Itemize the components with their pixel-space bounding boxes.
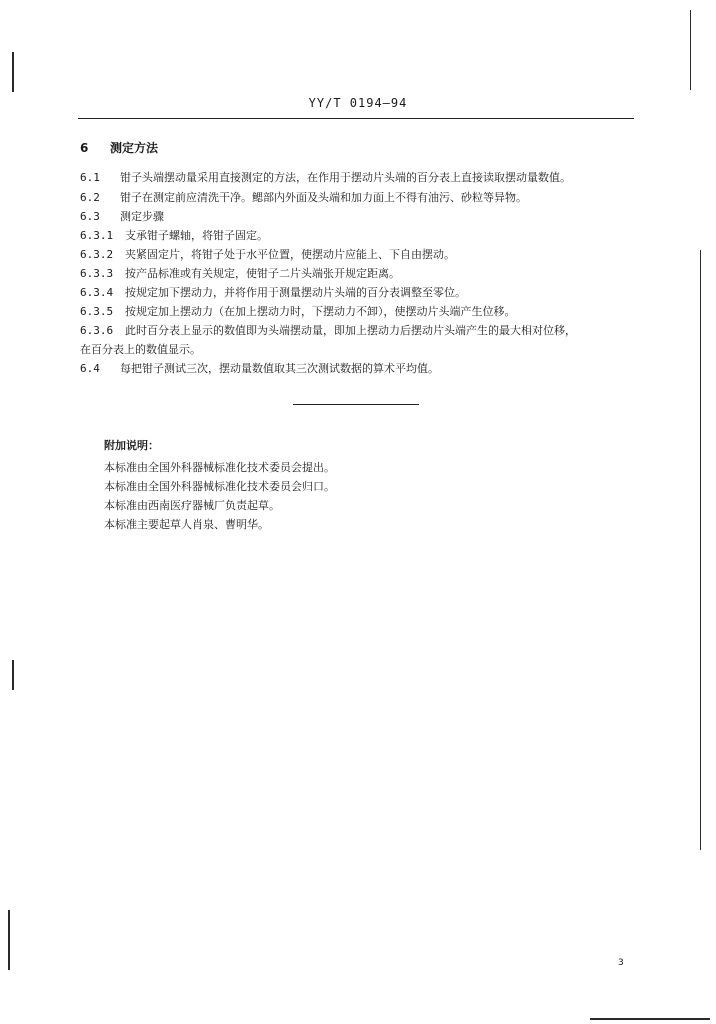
scan-edge-mark-top-right: [690, 10, 691, 90]
clause-number: 6.3.1: [80, 229, 114, 242]
header-rule: [78, 118, 634, 119]
clause-6-3: [80, 208, 164, 224]
clause-number: 6.2: [80, 191, 100, 204]
clause-6-4: [80, 360, 439, 376]
clause-6-2: [80, 189, 527, 205]
note-line: 本标准由全国外科器械标准化技术委员会提出。: [104, 461, 335, 474]
clause-6-3-6-continuation: 在百分表上的数值显示。: [80, 343, 201, 356]
clause-6-1: [80, 169, 571, 185]
end-rule: [293, 404, 419, 405]
clause-number: 6.3.2: [80, 248, 114, 261]
clause-text: 按规定加下摆动力，并将作用于测量摆动片头端的百分表调整至零位。: [125, 286, 466, 299]
clause-6-3-5: [80, 303, 516, 319]
clause-text: 测定步骤: [120, 210, 164, 223]
clause-6-3-1: [80, 227, 268, 243]
clause-6-3-4: [80, 284, 466, 300]
clause-6-3-6: [80, 322, 576, 338]
scan-edge-mark-bottom-left: [8, 910, 10, 970]
clause-number: 6.3.4: [80, 286, 114, 299]
clause-number: 6.3.5: [80, 305, 114, 318]
scan-edge-mark-left: [12, 660, 14, 690]
clause-text: 钳子头端摆动量采用直接测定的方法，在作用于摆动片头端的百分表上直接读取摆动量数值。: [120, 171, 571, 184]
clause-number: 6.3.3: [80, 267, 114, 280]
clause-text: 此时百分表上显示的数值即为头端摆动量，即加上摆动力后摆动片头端产生的最大相对位移，: [125, 324, 576, 337]
clause-number: 6.1: [80, 171, 100, 184]
clause-6-3-2: [80, 246, 455, 262]
section-title-text: 测定方法: [110, 141, 159, 155]
notes-title: 附加说明：: [104, 439, 159, 452]
standard-code: YY/T 0194—94: [308, 96, 408, 110]
clause-number: 6.3: [80, 210, 100, 223]
section-number: 6: [80, 141, 89, 155]
clause-text: 按规定加上摆动力（在加上摆动力时，下摆动力不卸），使摆动片头端产生位移。: [125, 305, 516, 318]
note-line: 本标准主要起草人肖泉、曹明华。: [104, 518, 269, 531]
section-title: [80, 139, 158, 156]
note-line: 本标准由全国外科器械标准化技术委员会归口。: [104, 480, 335, 493]
clause-text: 夹紧固定片，将钳子处于水平位置，使摆动片应能上、下自由摆动。: [125, 248, 455, 261]
clause-text: 钳子在测定前应清洗干净。鳃部内外面及头端和加力面上不得有油污、砂粒等异物。: [120, 191, 527, 204]
clause-text: 支承钳子螺轴，将钳子固定。: [125, 229, 268, 242]
scan-edge-mark-top-left: [12, 52, 14, 92]
page-number: 3: [618, 958, 624, 968]
clause-number: 6.3.6: [80, 324, 114, 337]
clause-6-3-3: [80, 265, 400, 281]
clause-text: 按产品标准或有关规定，使钳子二片头端张开规定距离。: [125, 267, 400, 280]
note-line: 本标准由西南医疗器械厂负责起草。: [104, 499, 280, 512]
scan-edge-mark-right: [700, 250, 701, 850]
clause-number: 6.4: [80, 362, 100, 375]
clause-text: 每把钳子测试三次，摆动量数值取其三次测试数据的算术平均值。: [120, 362, 439, 375]
scan-edge-mark-bottom: [590, 1018, 710, 1020]
